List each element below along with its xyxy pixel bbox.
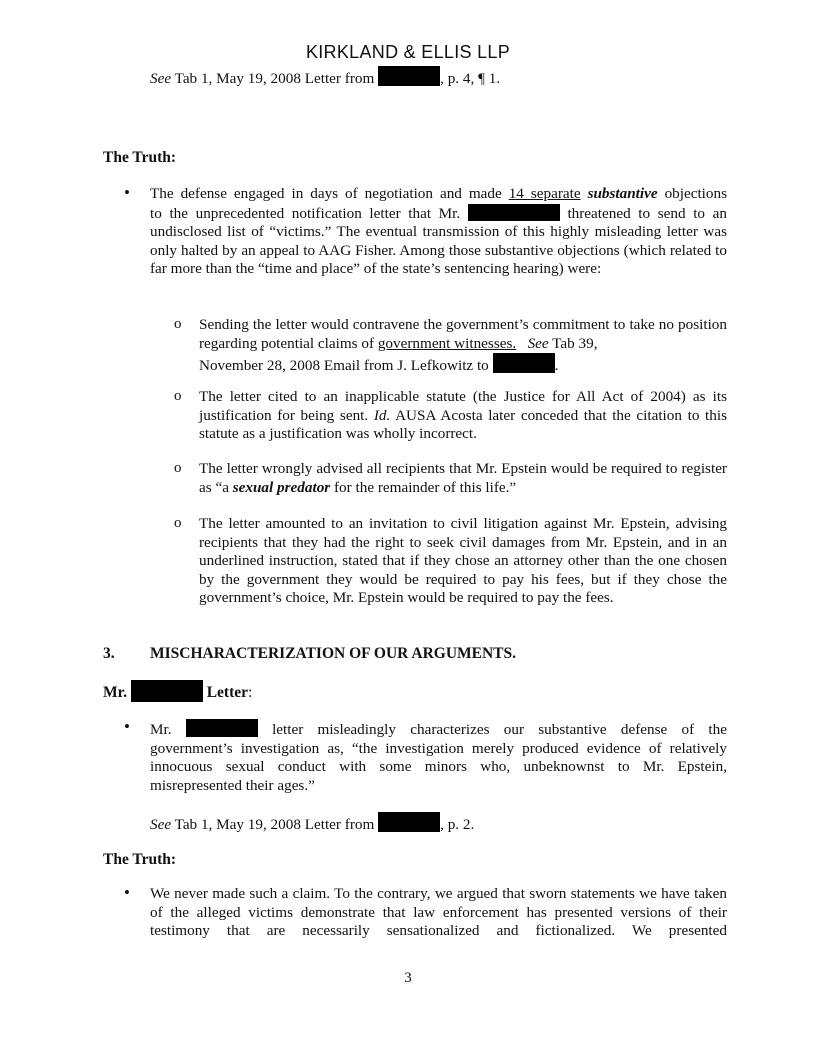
bullet-marker: • — [124, 717, 130, 736]
citation-id: Id. — [373, 406, 391, 424]
page-number: 3 — [404, 970, 412, 986]
text-run: Letter — [202, 684, 249, 701]
underlined-text: 14 separate — [508, 185, 581, 202]
citation-text: Tab 1, May 19, 2008 Letter from — [171, 70, 379, 87]
text-run: to the unprecedented notification letter that Mr. — [150, 204, 468, 222]
text-run: undisclosed list of “victims.” The eventual transmission of this highly misleading letter was only halted by an appeal to AAG Fisher. Among those substantive objections (which related to far more than the “time and place” of the state’s sentencing hearing) were: — [150, 223, 727, 278]
sub-bullet-1 — [199, 316, 727, 376]
text-run: November 28, 2008 Email from J. Lefkowitz to — [199, 357, 493, 375]
citation-see: See — [150, 816, 172, 833]
citation-2 — [150, 812, 474, 835]
bullet-paragraph-1 — [150, 185, 727, 279]
redaction-box — [186, 719, 258, 737]
underlined-text: government witnesses. — [377, 334, 517, 352]
bullet-paragraph-2 — [150, 719, 727, 795]
sub-bullet-marker: o — [174, 515, 182, 531]
citation-see: See — [527, 334, 549, 352]
letter-heading — [103, 680, 252, 702]
citation-text: Tab 1, May 19, 2008 Letter from — [171, 816, 379, 833]
redaction-box — [468, 204, 560, 221]
text-run: The letter cited to an inapplicable statute (the Justice for All Act of 2004) as its justification for being sent. — [199, 388, 727, 424]
text-run: Mr. — [103, 684, 131, 701]
sub-bullet-marker: o — [174, 316, 182, 332]
truth-heading: The Truth: — [103, 851, 177, 868]
bullet-marker: • — [124, 183, 130, 202]
redaction-box — [378, 66, 440, 86]
text-run: letter misleadingly characterizes our substantive defense of the — [257, 721, 727, 738]
text-run: . — [554, 357, 559, 375]
text-run: The letter wrongly advised all recipients that Mr. Epstein would be required to register as “a — [199, 460, 727, 496]
citation-1 — [150, 66, 500, 89]
emphasis-text: sexual predator — [232, 478, 331, 496]
section-number: 3. — [103, 645, 115, 662]
text-run: objections — [657, 185, 727, 202]
text-run: Mr. — [150, 721, 186, 738]
bullet-marker: • — [124, 883, 130, 902]
text-run: for the remainder of this life.” — [330, 478, 517, 496]
text-run: The defense engaged in days of negotiation and made — [150, 185, 509, 202]
citation-page: , p. 4, ¶ 1. — [440, 70, 501, 87]
sub-bullet-3 — [199, 460, 727, 497]
redaction-box — [131, 680, 203, 702]
text-run: Tab 39, — [548, 334, 598, 352]
letterhead: KIRKLAND & ELLIS LLP — [305, 42, 511, 62]
text-run: AUSA Acosta later conceded that the citation to this statute as a justification was wholly incorrect. — [199, 406, 727, 443]
sub-bullet-4: The letter amounted to an invitation to civil litigation against Mr. Epstein, advising recipients that they had the right to seek civil damages from Mr. Epstein, and in an underlined instruction, stated that if they chose an attorney other than the one chosen by the government they would be required to pay his fees, but if they chose the government’s choice, Mr. Epstein would be required to pay the fees. — [199, 515, 727, 607]
text-run: Sending the letter would contravene the government’s commitment to take no position regarding potential claims of — [199, 316, 727, 352]
bullet-paragraph-3: We never made such a claim. To the contrary, we argued that sworn statements we have taken of the alleged victims demonstrate that law enforcement has presented versions of their testimony that are necessarily sensationalized and fictionalized. We presented — [150, 885, 727, 940]
sub-bullet-marker: o — [174, 388, 182, 404]
redaction-box — [493, 353, 555, 373]
text-run: threatened to send to an — [559, 204, 727, 222]
sub-bullet-2 — [199, 388, 727, 444]
truth-heading: The Truth: — [103, 149, 177, 166]
emphasis-text: substantive — [587, 185, 658, 202]
citation-page: , p. 2. — [440, 816, 475, 833]
redaction-box — [378, 812, 440, 832]
sub-bullet-marker: o — [174, 460, 182, 476]
text-run: government’s investigation as, “the investigation merely produced evidence of relatively innocuous sexual conduct with some minors who, unbeknownst to Mr. Epstein, misrepresented their ages.” — [150, 739, 727, 794]
section-title: MISCHARACTERIZATION OF OUR ARGUMENTS. — [150, 645, 517, 662]
citation-see: See — [150, 70, 172, 87]
text-run: : — [248, 684, 253, 701]
